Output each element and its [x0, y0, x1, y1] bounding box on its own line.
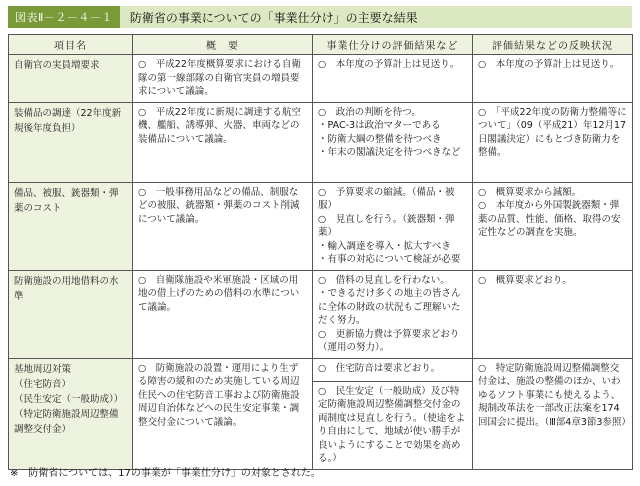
- figure-title: 防衛省の事業についての「事業仕分け」の主要な結果: [129, 10, 418, 25]
- figure-title-bar: [8, 6, 632, 28]
- reflection-cell: [473, 270, 633, 358]
- results-table: [8, 34, 633, 470]
- table-row: [9, 182, 633, 270]
- header-reflection: 評価結果などの反映状況: [473, 35, 633, 55]
- overview-cell: [133, 55, 313, 103]
- overview-text: ○ 一般事務用品などの備品、制服などの被服、銃器類・弾薬のコスト削減について議論。: [138, 186, 300, 225]
- evaluation-sub: ・PAC-3は政治マターである: [318, 120, 441, 131]
- reflection-text: ○ 本年度から外国製銃器類・弾薬の品質、性能、価格、取得の安定性などの調査を実施。: [478, 200, 621, 238]
- overview-cell: [133, 182, 313, 270]
- evaluation-text: ○ 本年度の予算計上は見送り。: [318, 59, 460, 70]
- item-name: 自衛官の実員増要求: [9, 55, 133, 103]
- overview-text: ○ 平成22年度概算要求における自衛隊の第一線部隊の自衛官実員の増員要求について議論。: [138, 59, 301, 97]
- evaluation-text: ○ 見直しを行う。（銃器類・弾薬）: [318, 213, 455, 238]
- overview-cell: [133, 270, 313, 358]
- reflection-text: ○ 本年度の予算計上は見送り。: [478, 59, 620, 70]
- reflection-text: ○ 概算要求どおり。: [478, 274, 572, 286]
- evaluation-sub: ・防衛大綱の整備を待つべき: [318, 133, 442, 145]
- evaluation-text: ○ 借料の見直しを行わない。: [318, 274, 450, 286]
- item-name: 防衛施設の用地借料の水準: [9, 270, 133, 358]
- evaluation-text: ○ 民生安定（一般助成）及び特定防衛施設周辺整備調整交付金の両制度は見直しを行う。（使途をより自由にして、地域が使い勝手が良いようにすることで効果を高める。）: [318, 385, 466, 464]
- overview-cell: [133, 102, 313, 182]
- evaluation-text: ○ 更新協力費は予算要求どおり（運用の努力）。: [318, 328, 460, 353]
- evaluation-sub: ・年末の閣議決定を待つべきなど: [318, 147, 461, 158]
- evaluation-text: ○ 政治の判断を待つ。: [318, 106, 421, 118]
- item-name-line: （民生安定（一般助成））: [14, 393, 124, 405]
- item-name-line: （特定防衛施設周辺整備調整交付金）: [14, 408, 119, 435]
- reflection-text: ○ 特定防衛施設周辺整備調整交付金は、施設の整備のほか、いわゆるソフト事業にも使えるよう、規制改革法を一部改正法案を174回国会に提出。（Ⅲ部4章3節3参照）: [478, 362, 631, 428]
- table-row: [9, 270, 633, 358]
- table-row: [9, 55, 633, 103]
- table-row: [9, 102, 633, 182]
- evaluation-text: ○ 予算要求の縮減。（備品・被服）: [318, 186, 455, 211]
- table-row: [9, 358, 633, 469]
- evaluation-cell: [313, 102, 473, 182]
- reflection-text: ○ 「平成22年度の防衛力整備等について」（09（平成21）年12月17日閣議決定）にもとづき防衛力を整備。: [478, 106, 627, 158]
- evaluation-cell: [313, 270, 473, 358]
- evaluation-cell: [313, 182, 473, 270]
- item-name: 装備品の調達（22年度新規後年度負担）: [9, 102, 133, 182]
- item-name-line: 基地周辺対策: [14, 363, 72, 375]
- table-header-row: [9, 35, 633, 55]
- evaluation-text: ○ 住宅防音は要求どおり。: [313, 359, 472, 382]
- overview-text: ○ 自衛隊施設や米軍施設・区域の用地の借上げのための借料の水準について議論。: [138, 274, 300, 313]
- reflection-text: ○ 概算要求から減額。: [478, 186, 582, 198]
- reflection-cell: [473, 102, 633, 182]
- reflection-cell: [473, 358, 633, 469]
- header-overview: 概 要: [133, 35, 313, 55]
- overview-cell: [133, 358, 313, 469]
- overview-text: ○ 防衛施設の設置・運用により生ずる障害の緩和のため実施している周辺住民への住宅防音工事および防衛施設周辺自治体などへの民生安定事業・調整交付金について議論。: [138, 362, 300, 428]
- header-evaluation: 事業仕分けの評価結果など: [313, 35, 473, 55]
- reflection-cell: [473, 55, 633, 103]
- item-name-line: （住宅防音）: [14, 378, 72, 390]
- evaluation-sub: ・できるだけ多くの地主の皆さんに全体の財政の状況もご理解いただく努力。: [318, 288, 461, 326]
- overview-text: ○ 平成22年度に新規に調達する航空機、艦船、誘導弾、火器、車両などの装備品について議論。: [138, 106, 301, 145]
- figure-label: 図表Ⅱ－２－４－１: [8, 6, 120, 28]
- reflection-cell: [473, 182, 633, 270]
- evaluation-cell: [313, 55, 473, 103]
- item-name-cell: [9, 358, 133, 469]
- evaluation-cell: [313, 358, 473, 469]
- item-name: 備品、被服、銃器類・弾薬のコスト: [9, 182, 133, 270]
- footnote: ※ 防衛省については、17の事業が「事業仕分け」の対象とされた。: [10, 468, 321, 479]
- evaluation-sub: ・有事の対応について検証が必要: [318, 254, 461, 265]
- evaluation-sub: ・輸入調達を導入・拡大すべき: [318, 240, 451, 252]
- header-item-name: 項目名: [9, 35, 133, 55]
